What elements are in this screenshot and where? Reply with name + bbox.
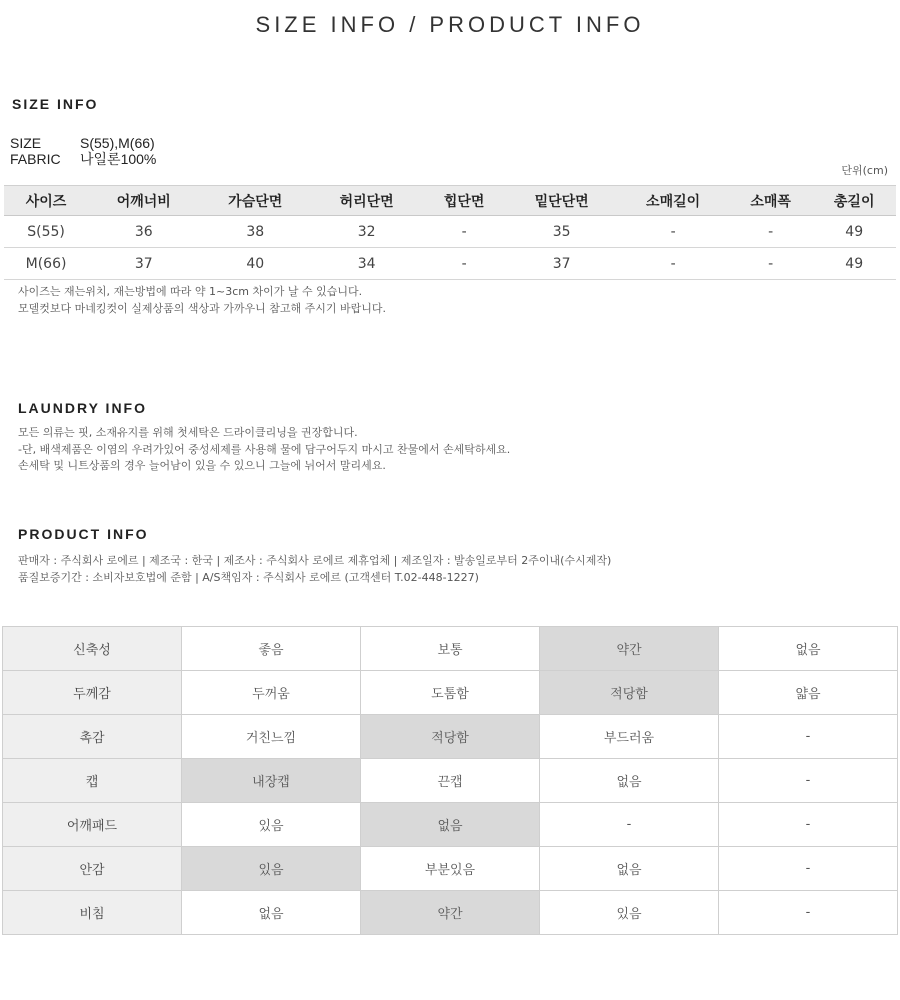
spec-fabric-value: 나일론100% bbox=[80, 151, 157, 167]
attribute-row bbox=[3, 759, 898, 803]
attribute-row bbox=[3, 715, 898, 759]
table-cell: 35 bbox=[506, 216, 617, 248]
table-cell: - bbox=[422, 248, 506, 280]
size-table-header-row bbox=[4, 186, 896, 216]
unit-label: 단위(cm) bbox=[841, 164, 888, 177]
table-cell: 37 bbox=[88, 248, 199, 280]
header-hem: 밑단단면 bbox=[506, 186, 617, 216]
header-total-length: 총길이 bbox=[812, 186, 896, 216]
attribute-option-selected: 약간 bbox=[540, 627, 719, 671]
attribute-option: 끈캡 bbox=[361, 759, 540, 803]
attribute-option-selected: 있음 bbox=[182, 847, 361, 891]
spec-size-key: SIZE bbox=[10, 135, 42, 151]
attribute-option: 거친느낌 bbox=[182, 715, 361, 759]
attribute-label: 신축성 bbox=[3, 627, 182, 671]
header-shoulder: 어깨너비 bbox=[88, 186, 199, 216]
table-cell: M(66) bbox=[4, 248, 88, 280]
table-cell: 38 bbox=[200, 216, 311, 248]
table-cell: 49 bbox=[812, 248, 896, 280]
attribute-label: 촉감 bbox=[3, 715, 182, 759]
attribute-option: 없음 bbox=[540, 759, 719, 803]
attribute-option: 없음 bbox=[719, 627, 898, 671]
attribute-label: 어깨패드 bbox=[3, 803, 182, 847]
table-cell: 34 bbox=[311, 248, 422, 280]
spec-fabric-key: FABRIC bbox=[10, 151, 61, 167]
attribute-row bbox=[3, 803, 898, 847]
attribute-label: 비침 bbox=[3, 891, 182, 935]
attribute-option: 부분있음 bbox=[361, 847, 540, 891]
attribute-option: 없음 bbox=[540, 847, 719, 891]
attribute-row bbox=[3, 627, 898, 671]
attribute-option-selected: 적당함 bbox=[361, 715, 540, 759]
table-cell: 40 bbox=[200, 248, 311, 280]
header-chest: 가슴단면 bbox=[200, 186, 311, 216]
laundry-note: -단, 배색제품은 이염의 우려가있어 중성세제를 사용해 물에 담구어두지 마시고 찬물에서 손세탁하세요. bbox=[18, 442, 511, 456]
size-info-heading: SIZE INFO bbox=[12, 96, 99, 112]
header-hip: 힙단면 bbox=[422, 186, 506, 216]
attribute-option: 보통 bbox=[361, 627, 540, 671]
attribute-option: 좋음 bbox=[182, 627, 361, 671]
header-size: 사이즈 bbox=[4, 186, 88, 216]
table-cell: - bbox=[729, 248, 813, 280]
size-table bbox=[4, 185, 896, 280]
table-row bbox=[4, 248, 896, 280]
attribute-option: 도톰함 bbox=[361, 671, 540, 715]
attribute-option-selected: 적당함 bbox=[540, 671, 719, 715]
attribute-option: - bbox=[719, 891, 898, 935]
table-cell: 49 bbox=[812, 216, 896, 248]
attribute-option: 두꺼움 bbox=[182, 671, 361, 715]
attribute-option: 있음 bbox=[182, 803, 361, 847]
size-note: 모델컷보다 마네킹컷이 실제상품의 색상과 가까우니 참고해 주시기 바랍니다. bbox=[18, 301, 387, 315]
attribute-row bbox=[3, 847, 898, 891]
attribute-option-selected: 내장캡 bbox=[182, 759, 361, 803]
table-cell: 36 bbox=[88, 216, 199, 248]
attribute-option: 얇음 bbox=[719, 671, 898, 715]
table-cell: - bbox=[729, 216, 813, 248]
page-title: SIZE INFO / PRODUCT INFO bbox=[255, 12, 645, 37]
attribute-option: - bbox=[540, 803, 719, 847]
product-note: 판매자 : 주식회사 로에르 | 제조국 : 한국 | 제조사 : 주식회사 로에르 제휴업체 | 제조일자 : 발송일로부터 2주이내(수시제작) bbox=[18, 554, 612, 567]
attribute-row bbox=[3, 891, 898, 935]
attribute-option: - bbox=[719, 847, 898, 891]
attribute-option-selected: 없음 bbox=[361, 803, 540, 847]
size-notes bbox=[18, 284, 386, 317]
spec-size-row bbox=[10, 135, 155, 151]
attribute-table bbox=[2, 626, 898, 935]
spec-fabric-row bbox=[10, 151, 156, 167]
header-waist: 허리단면 bbox=[311, 186, 422, 216]
size-note: 사이즈는 재는위치, 재는방법에 따라 약 1~3cm 차이가 날 수 있습니다. bbox=[18, 285, 363, 298]
attribute-option: - bbox=[719, 715, 898, 759]
table-cell: 37 bbox=[506, 248, 617, 280]
table-cell: - bbox=[422, 216, 506, 248]
attribute-label: 안감 bbox=[3, 847, 182, 891]
table-cell: - bbox=[617, 248, 728, 280]
table-cell: 32 bbox=[311, 216, 422, 248]
product-info-heading: PRODUCT INFO bbox=[18, 526, 149, 542]
laundry-info-heading: LAUNDRY INFO bbox=[18, 400, 147, 416]
header-sleeve-length: 소매길이 bbox=[617, 186, 728, 216]
attribute-label: 두께감 bbox=[3, 671, 182, 715]
table-row bbox=[4, 216, 896, 248]
attribute-option: - bbox=[719, 759, 898, 803]
product-note: 품질보증기간 : 소비자보호법에 준함 | A/S책임자 : 주식회사 로에르 (고객센터 T.02-448-1227) bbox=[18, 570, 479, 584]
spec-size-value: S(55),M(66) bbox=[80, 135, 155, 151]
laundry-note: 손세탁 및 니트상품의 경우 늘어남이 있을 수 있으니 그늘에 뉘어서 말리세요. bbox=[18, 459, 386, 472]
attribute-label: 캡 bbox=[3, 759, 182, 803]
table-cell: - bbox=[617, 216, 728, 248]
header-sleeve-width: 소매폭 bbox=[729, 186, 813, 216]
attribute-option: 있음 bbox=[540, 891, 719, 935]
laundry-notes bbox=[18, 425, 510, 475]
attribute-option-selected: 약간 bbox=[361, 891, 540, 935]
table-cell: S(55) bbox=[4, 216, 88, 248]
product-notes bbox=[18, 553, 611, 586]
attribute-row bbox=[3, 671, 898, 715]
attribute-option: - bbox=[719, 803, 898, 847]
laundry-note: 모든 의류는 핏, 소재유지를 위해 첫세탁은 드라이클리닝을 권장합니다. bbox=[18, 426, 358, 439]
attribute-option: 없음 bbox=[182, 891, 361, 935]
attribute-option: 부드러움 bbox=[540, 715, 719, 759]
